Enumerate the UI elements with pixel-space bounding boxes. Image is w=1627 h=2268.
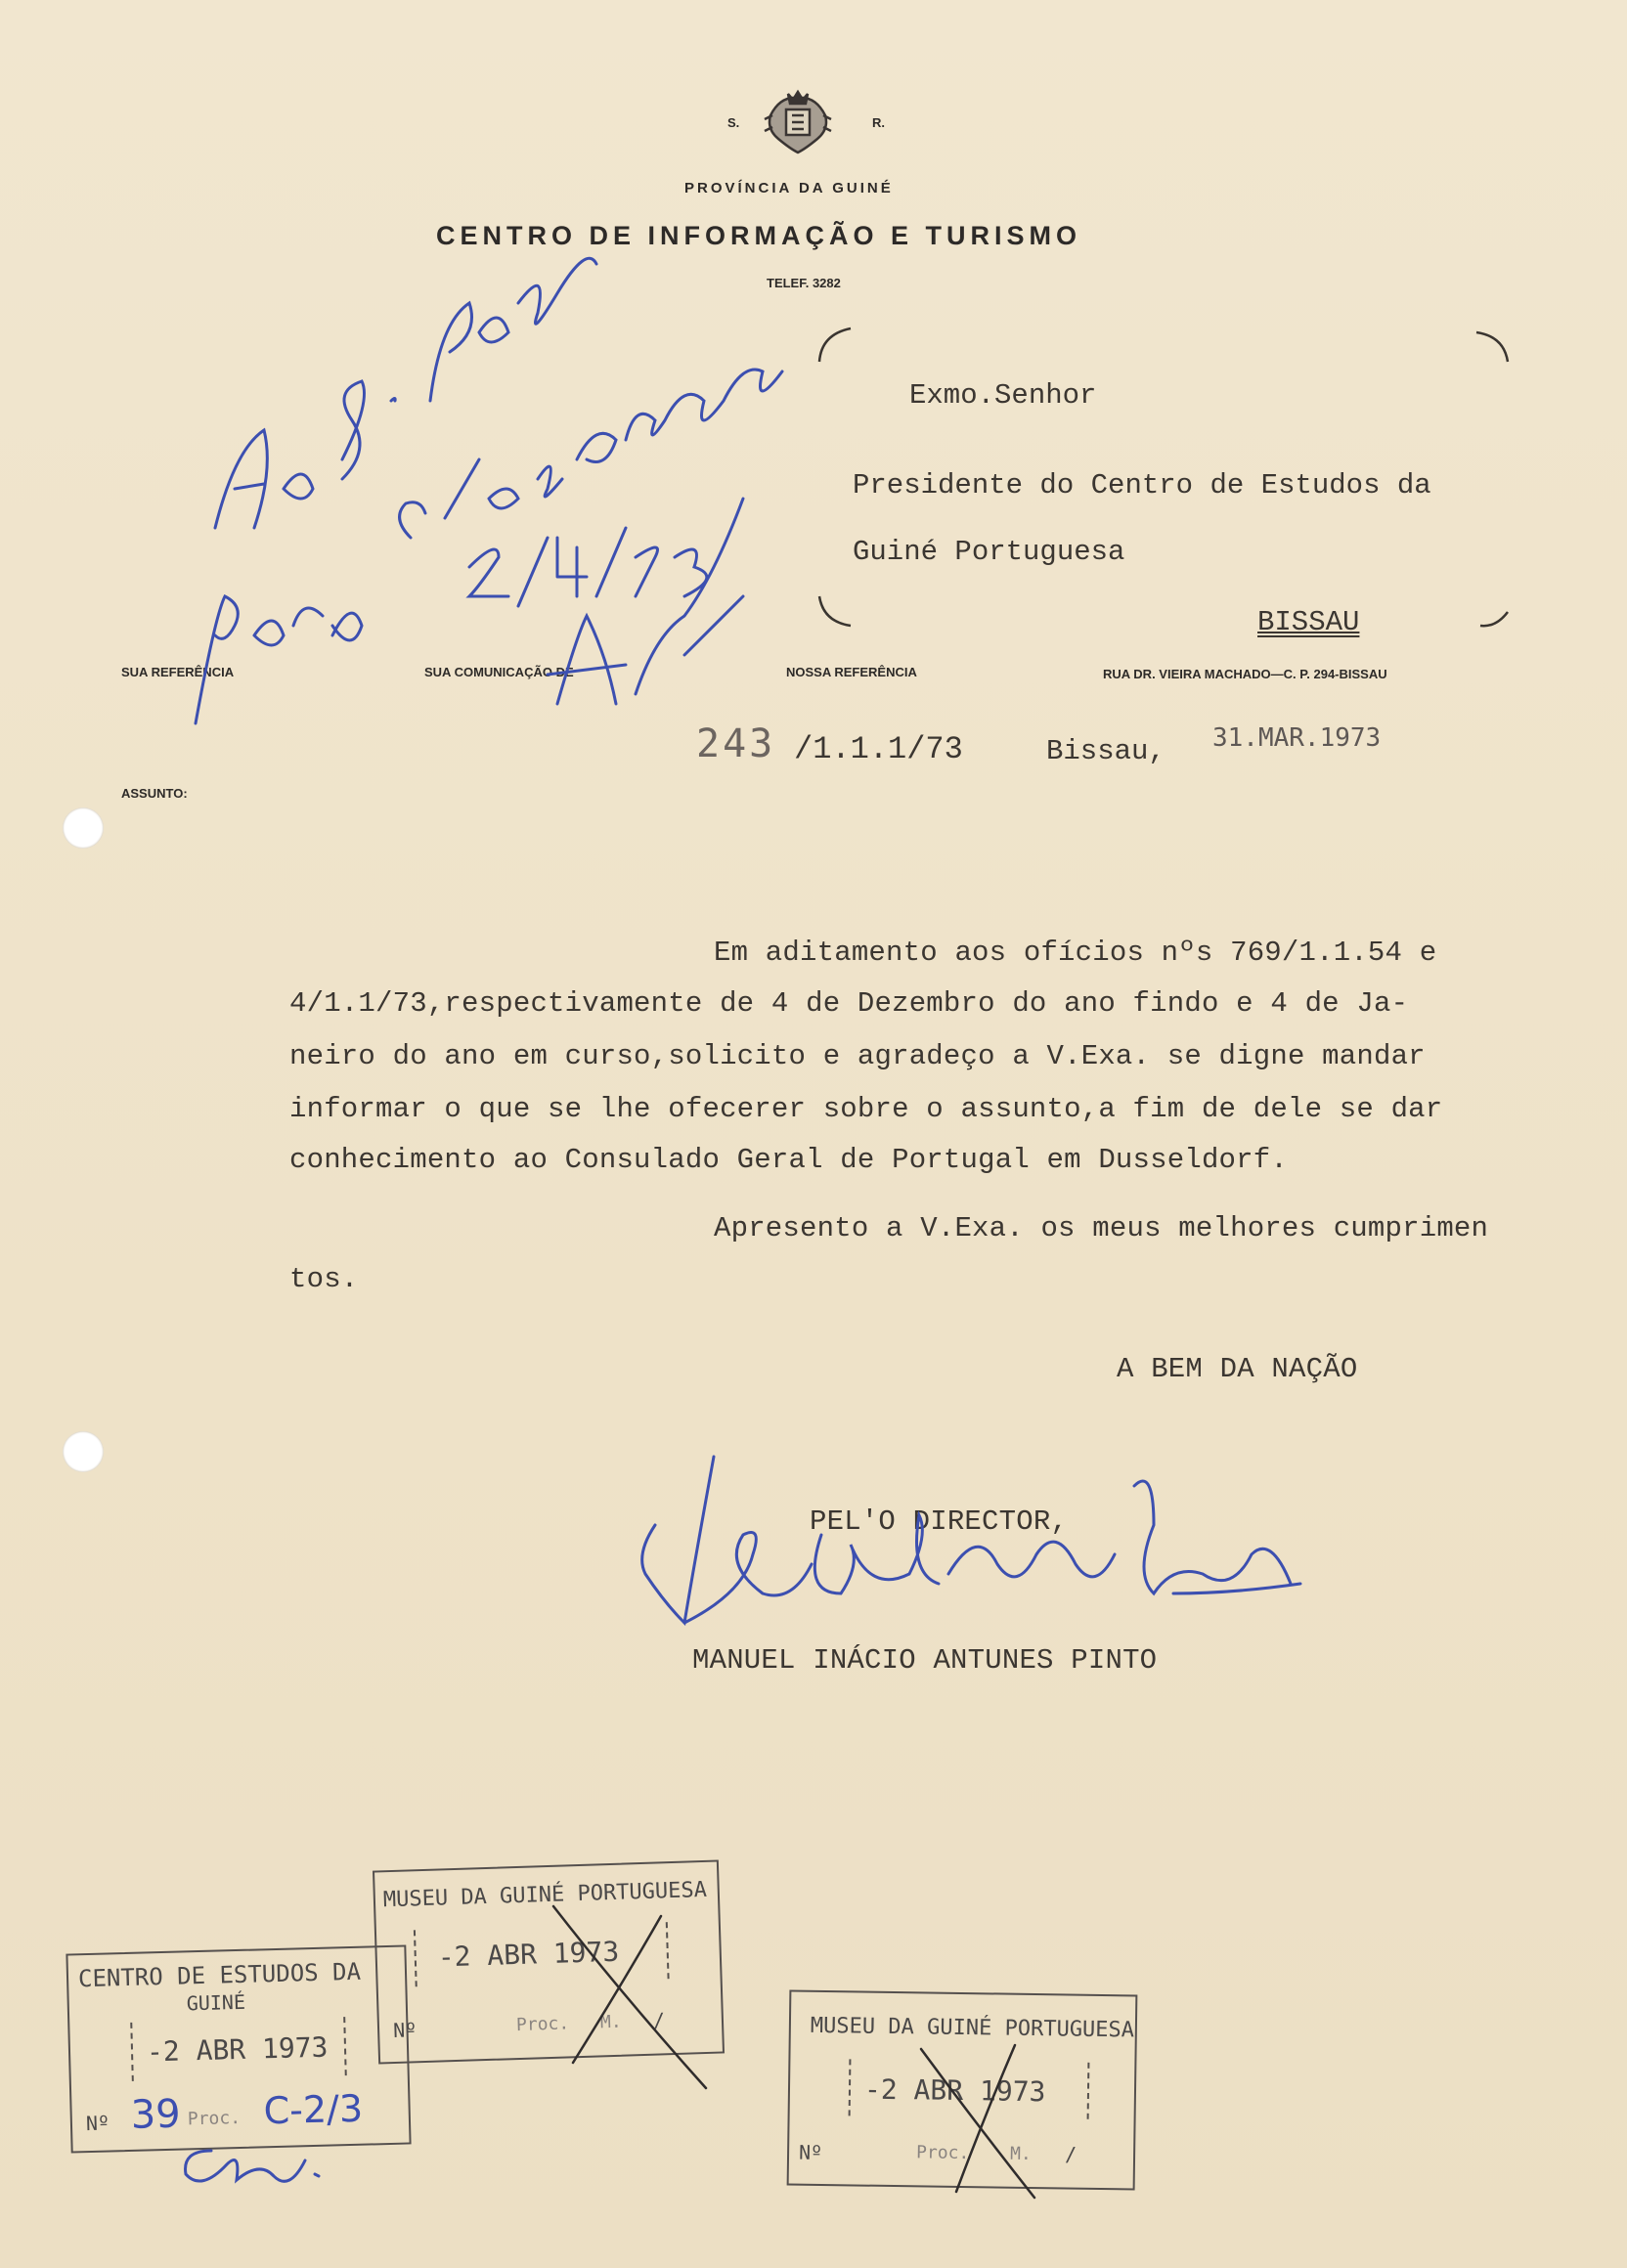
punch-hole-bottom <box>63 1431 104 1472</box>
body-line-7: tos. <box>289 1263 359 1295</box>
addressee-title-line2: Guiné Portuguesa <box>853 536 1125 568</box>
label-subject: ASSUNTO: <box>121 786 188 801</box>
body-line-6: Apresento a V.Exa. os meus melhores cumprimen <box>714 1212 1489 1244</box>
body-line-3: neiro do ano em curso,solicito e agradeço a V.Exa. se digne mandar <box>289 1040 1426 1072</box>
coat-of-arms-emblem <box>761 86 835 160</box>
reference-date-stamp: 31.MAR.1973 <box>1212 723 1382 753</box>
reference-code: /1.1.1/73 <box>794 731 963 767</box>
stamp3-cross-mark <box>907 2035 1064 2202</box>
body-line-1: Em aditamento aos ofícios nºs 769/1.1.54 e <box>714 937 1437 969</box>
stamp2-no-label: Nº <box>392 2018 418 2043</box>
signatory-name: MANUEL INÁCIO ANTUNES PINTO <box>692 1644 1158 1677</box>
stamp1-proc-label: Proc. <box>187 2107 242 2130</box>
stamp1-date-box <box>130 2017 346 2081</box>
addressee-salutation: Exmo.Senhor <box>909 379 1097 412</box>
stamp3-no-label: Nº <box>798 2140 823 2165</box>
stamp2-cross-mark <box>534 1897 729 2092</box>
stamp3-proc-label: Proc. <box>915 2142 970 2164</box>
label-our-reference: NOSSA REFERÊNCIA <box>786 665 917 679</box>
stamp2-proc-label: Proc. <box>515 2013 570 2036</box>
stamp3-m-label: M. <box>1009 2143 1032 2164</box>
stamp2-slash: / <box>652 2008 666 2032</box>
closing-formula: A BEM DA NAÇÃO <box>1117 1353 1358 1385</box>
stamp2-m-label: M. <box>599 2011 622 2033</box>
receipt-stamp-centro-estudos <box>66 1944 411 2153</box>
punch-hole-top <box>63 807 104 849</box>
label-address: RUA DR. VIEIRA MACHADO—C. P. 294-BISSAU <box>1103 667 1387 681</box>
stamp1-initials <box>172 2131 338 2200</box>
letterhead-right-mark: R. <box>872 115 885 130</box>
reference-number: 243 <box>696 721 776 766</box>
stamp1-no-label: Nº <box>85 2111 110 2136</box>
stamp3-line1: MUSEU DA GUINÉ PORTUGUESA <box>810 2013 1135 2043</box>
body-line-5: conhecimento ao Consulado Geral de Portugal em Dusseldorf. <box>289 1144 1288 1176</box>
addressee-title-line1: Presidente do Centro de Estudos da <box>853 469 1431 502</box>
handwritten-routing-note <box>176 205 812 733</box>
stamp1-line2: GUINÉ <box>186 1989 246 2016</box>
stamp2-date: -2 ABR 1973 <box>437 1935 620 1974</box>
letterhead-left-mark: S. <box>727 115 740 130</box>
province-heading: PROVÍNCIA DA GUINÉ <box>684 180 894 196</box>
label-your-reference: SUA REFERÊNCIA <box>121 665 235 679</box>
signoff-line: PEL'O DIRECTOR, <box>810 1505 1069 1538</box>
label-your-communication: SUA COMUNICAÇÃO DE <box>424 665 574 679</box>
organization-name: CENTRO DE INFORMAÇÃO E TURISMO <box>436 221 1081 250</box>
stamp3-slash: / <box>1064 2142 1077 2166</box>
body-line-2: 4/1.1/73,respectivamente de 4 de Dezembro do ano findo e 4 de Ja- <box>289 987 1409 1020</box>
stamp1-date: -2 ABR 1973 <box>146 2030 329 2069</box>
stamp3-date: -2 ABR 1973 <box>863 2072 1046 2109</box>
stamp2-line1: MUSEU DA GUINÉ PORTUGUESA <box>382 1877 708 1913</box>
stamp1-number: 39 <box>130 2091 182 2138</box>
stamp1-proc-value: C-2/3 <box>263 2086 364 2133</box>
phone-number: TELEF. 3282 <box>767 276 841 290</box>
director-signature <box>626 1447 1310 1642</box>
addressee-city: BISSAU <box>1257 606 1360 638</box>
stamp1-line1: CENTRO DE ESTUDOS DA <box>77 1957 362 1993</box>
body-line-4: informar o que se lhe ofecerer sobre o assunto,a fim de dele se dar <box>289 1093 1443 1125</box>
reference-place: Bissau, <box>1046 735 1165 767</box>
